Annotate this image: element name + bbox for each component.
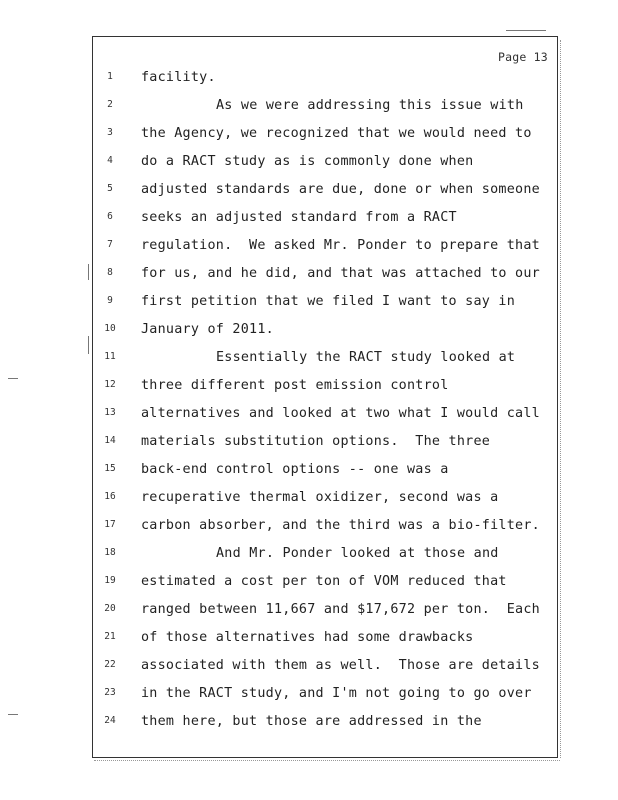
- line-number: 8: [107, 267, 113, 278]
- line-number: 10: [104, 323, 116, 334]
- line-number: 14: [104, 435, 116, 446]
- transcript-line-17: [0, 518, 618, 544]
- line-number: 13: [104, 407, 116, 418]
- transcript-line-4: [0, 154, 618, 180]
- line-number: 21: [104, 631, 116, 642]
- line-number: 15: [104, 463, 116, 474]
- line-text: seeks an adjusted standard from a RACT: [141, 210, 457, 225]
- transcript-line-21: [0, 630, 618, 656]
- line-text: for us, and he did, and that was attached to our: [141, 266, 540, 281]
- line-text: estimated a cost per ton of VOM reduced that: [141, 574, 507, 589]
- line-number: 16: [104, 491, 116, 502]
- line-text: regulation. We asked Mr. Ponder to prepare that: [141, 238, 540, 253]
- line-text: materials substitution options. The three: [141, 434, 491, 449]
- line-text: in the RACT study, and I'm not going to go over: [141, 686, 532, 701]
- transcript-line-23: [0, 686, 618, 712]
- transcript-line-8: [0, 266, 618, 292]
- transcript-line-1: [0, 70, 618, 96]
- line-number: 24: [104, 715, 116, 726]
- transcript-line-19: [0, 574, 618, 600]
- transcript-line-11: [0, 350, 618, 376]
- line-text: alternatives and looked at two what I would call: [141, 406, 540, 421]
- transcript-line-20: [0, 602, 618, 628]
- line-number: 12: [104, 379, 116, 390]
- line-text: three different post emission control: [141, 378, 449, 393]
- transcript-line-10: [0, 322, 618, 348]
- transcript-line-5: [0, 182, 618, 208]
- line-text: recuperative thermal oxidizer, second was a: [141, 490, 499, 505]
- line-number: 18: [104, 547, 116, 558]
- line-text: associated with them as well. Those are details: [141, 658, 540, 673]
- line-number: 1: [107, 71, 113, 82]
- line-text: the Agency, we recognized that we would need to: [141, 126, 532, 141]
- line-text: carbon absorber, and the third was a bio-filter.: [141, 518, 540, 533]
- line-number: 19: [104, 575, 116, 586]
- transcript-line-24: [0, 714, 618, 740]
- line-text: facility.: [141, 70, 216, 85]
- line-text: ranged between 11,667 and $17,672 per ton. Each: [141, 602, 540, 617]
- transcript-line-6: [0, 210, 618, 236]
- line-number: 4: [107, 155, 113, 166]
- line-number: 23: [104, 687, 116, 698]
- transcript-line-13: [0, 406, 618, 432]
- transcript-line-7: [0, 238, 618, 264]
- transcript-line-2: [0, 98, 618, 124]
- page-frame-bottom-edge: [94, 760, 560, 762]
- line-text: do a RACT study as is commonly done when: [141, 154, 474, 169]
- transcript-line-18: [0, 546, 618, 572]
- transcript-line-3: [0, 126, 618, 152]
- line-number: 20: [104, 603, 116, 614]
- transcript-line-16: [0, 490, 618, 516]
- transcript-line-14: [0, 434, 618, 460]
- line-number: 7: [107, 239, 113, 250]
- page-number: Page 13: [498, 50, 548, 64]
- transcript-line-9: [0, 294, 618, 320]
- line-number: 3: [107, 127, 113, 138]
- scan-mark-top-right: [506, 30, 546, 31]
- transcript-line-12: [0, 378, 618, 404]
- line-number: 2: [107, 99, 113, 110]
- line-text: As we were addressing this issue with: [216, 98, 524, 113]
- line-number: 9: [107, 295, 113, 306]
- transcript-line-15: [0, 462, 618, 488]
- line-number: 22: [104, 659, 116, 670]
- line-text: of those alternatives had some drawbacks: [141, 630, 474, 645]
- line-number: 11: [104, 351, 116, 362]
- line-text: them here, but those are addressed in the: [141, 714, 482, 729]
- line-text: Essentially the RACT study looked at: [216, 350, 516, 365]
- line-text: adjusted standards are due, done or when someone: [141, 182, 540, 197]
- line-text: back-end control options -- one was a: [141, 462, 449, 477]
- line-text: first petition that we filed I want to say in: [141, 294, 516, 309]
- line-number: 6: [107, 211, 113, 222]
- line-text: And Mr. Ponder looked at those and: [216, 546, 499, 561]
- line-number: 17: [104, 519, 116, 530]
- transcript-line-22: [0, 658, 618, 684]
- line-text: January of 2011.: [141, 322, 274, 337]
- line-number: 5: [107, 183, 113, 194]
